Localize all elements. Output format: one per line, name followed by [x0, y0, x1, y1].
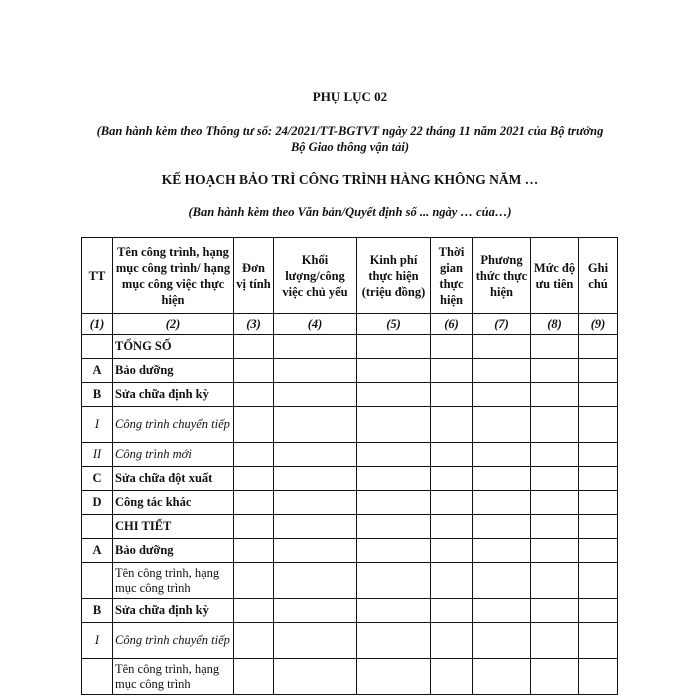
row-name: Công tác khác — [113, 491, 234, 515]
column-number: (9) — [579, 314, 618, 335]
row-name: Bảo dưỡng — [113, 359, 234, 383]
table-row — [82, 515, 618, 539]
row-tt: A — [82, 539, 113, 563]
column-number: (4) — [274, 314, 357, 335]
column-number: (5) — [357, 314, 431, 335]
row-tt: II — [82, 443, 113, 467]
table-row — [82, 443, 618, 467]
row-tt: D — [82, 491, 113, 515]
appendix-subtitle: (Ban hành kèm theo Thông tư số: 24/2021/TT-BGTVT ngày 22 tháng 11 năm 2021 của Bộ trưởng Bộ Giao thông vận tải) — [96, 124, 604, 154]
table-header-row — [82, 238, 618, 314]
row-tt — [82, 659, 113, 695]
row-name: Sửa chữa định kỳ — [113, 599, 234, 623]
table-row — [82, 491, 618, 515]
row-name: Công trình chuyển tiếp — [113, 623, 234, 659]
header-name: Tên công trình, hạng mục công trình/ hạng mục công việc thực hiện — [113, 238, 234, 314]
table-row — [82, 407, 618, 443]
row-name: Bảo dưỡng — [113, 539, 234, 563]
header-priority: Mức độ ưu tiên — [531, 238, 579, 314]
row-name: Công trình chuyển tiếp — [113, 407, 234, 443]
table-row — [82, 599, 618, 623]
row-tt — [82, 515, 113, 539]
row-name: Công trình mới — [113, 443, 234, 467]
header-unit: Đơn vị tính — [234, 238, 274, 314]
row-name: CHI TIẾT — [113, 515, 234, 539]
column-number: (1) — [82, 314, 113, 335]
table-row — [82, 623, 618, 659]
row-name: TỔNG SỐ — [113, 335, 234, 359]
header-tt: TT — [82, 238, 113, 314]
row-tt — [82, 563, 113, 599]
row-name: Sửa chữa định kỳ — [113, 383, 234, 407]
header-note: Ghi chú — [579, 238, 618, 314]
table-row — [82, 383, 618, 407]
header-method: Phương thức thực hiện — [473, 238, 531, 314]
plan-title: KẾ HOẠCH BẢO TRÌ CÔNG TRÌNH HÀNG KHÔNG NĂM … — [161, 172, 539, 187]
appendix-label: PHỤ LỤC 02 — [312, 89, 388, 104]
table-row — [82, 359, 618, 383]
column-number-row — [82, 314, 618, 335]
row-name: Tên công trình, hạng mục công trình — [113, 659, 234, 695]
row-tt: B — [82, 383, 113, 407]
row-tt: A — [82, 359, 113, 383]
header-budget: Kinh phí thực hiện (triệu đồng) — [357, 238, 431, 314]
column-number: (2) — [113, 314, 234, 335]
header-volume: Khối lượng/công việc chủ yếu — [274, 238, 357, 314]
table-row — [82, 659, 618, 695]
row-name: Tên công trình, hạng mục công trình — [113, 563, 234, 599]
table-row — [82, 539, 618, 563]
table-row — [82, 467, 618, 491]
row-tt: B — [82, 599, 113, 623]
row-tt: I — [82, 623, 113, 659]
issued-note: (Ban hành kèm theo Văn bản/Quyết định số ... ngày … của…) — [188, 205, 512, 219]
row-tt: I — [82, 407, 113, 443]
header-time: Thời gian thực hiện — [431, 238, 473, 314]
row-name: Sửa chữa đột xuất — [113, 467, 234, 491]
column-number: (8) — [531, 314, 579, 335]
table-row — [82, 335, 618, 359]
column-number: (6) — [431, 314, 473, 335]
table-row — [82, 563, 618, 599]
column-number: (3) — [234, 314, 274, 335]
column-number: (7) — [473, 314, 531, 335]
row-tt — [82, 335, 113, 359]
row-tt: C — [82, 467, 113, 491]
maintenance-plan-table — [81, 237, 618, 695]
